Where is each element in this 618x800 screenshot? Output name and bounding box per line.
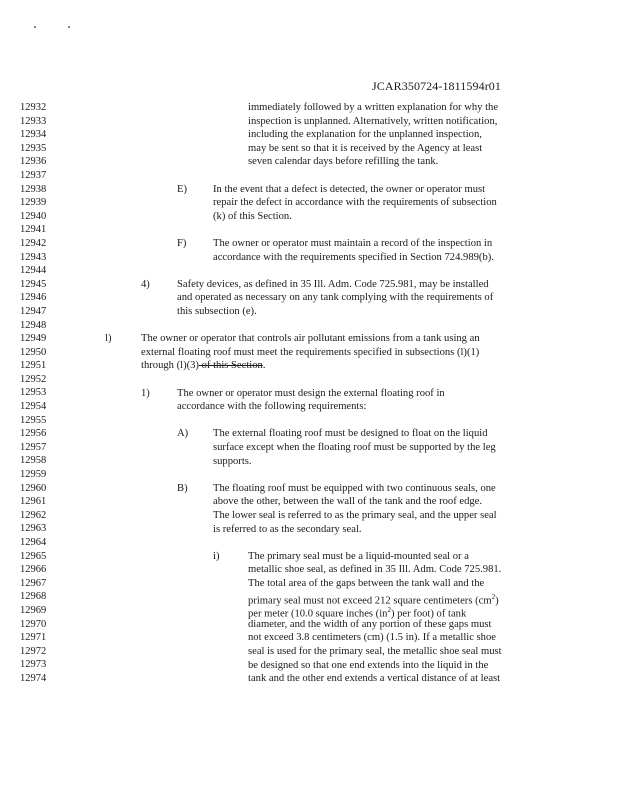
text-line: may be sent so that it is received by the Agency at least: [248, 142, 483, 154]
text-line: be designed so that one end extends into the liquid in the: [248, 659, 489, 671]
text-run: per meter (10.0 square inches (in: [248, 608, 388, 620]
text-run: ) per foot) of tank: [390, 608, 467, 620]
text-line: The owner or operator must design the external floating roof in: [177, 387, 445, 399]
line-number: 12941: [20, 224, 47, 236]
text-line: The owner or operator must maintain a record of the inspection in: [213, 238, 493, 249]
line-number: 12945: [20, 278, 47, 290]
text-line: not exceed 3.8 centimeters (cm) (1.5 in). If a metallic shoe: [248, 632, 496, 644]
line-number: 12938: [20, 183, 47, 195]
line-number: 12935: [20, 142, 47, 154]
line-number: 12940: [20, 210, 47, 222]
scan-mark: [34, 26, 36, 28]
scan-mark: [68, 26, 70, 28]
text-line: The owner or operator that controls air pollutant emissions from a tank using an: [141, 333, 480, 345]
struck-text: of this Section: [198, 360, 263, 372]
line-number: 12939: [20, 197, 47, 209]
text-line: The floating roof must be equipped with two continuous seals, one: [213, 482, 496, 494]
text-run: ): [495, 595, 499, 607]
line-number: 12933: [20, 115, 47, 127]
line-number: 12951: [20, 360, 47, 372]
line-number: 12947: [20, 305, 47, 317]
line-number: 12934: [20, 129, 47, 141]
line-number: 12967: [20, 577, 47, 589]
text-line: metallic shoe seal, as defined in 35 Ill. Adm. Code 725.981.: [248, 564, 502, 576]
line-number: 12963: [20, 523, 47, 535]
line-number: 12958: [20, 455, 47, 467]
text-run: through (l)(3): [141, 360, 199, 372]
line-number: 12950: [20, 346, 47, 358]
line-number: 12970: [20, 618, 47, 630]
text-run: .: [262, 360, 266, 372]
text-line: diameter, and the width of any portion of these gaps must: [248, 618, 492, 630]
line-number: 12953: [20, 387, 47, 399]
text-line: accordance with the following requirements:: [177, 401, 367, 413]
line-number: 12969: [20, 604, 47, 616]
text-line: is referred to as the secondary seal.: [213, 523, 362, 535]
subsection-label: A): [177, 428, 189, 440]
line-number: 12962: [20, 509, 47, 521]
text-line: including the explanation for the unplanned inspection,: [248, 129, 482, 141]
text-line: accordance with the requirements specified in Section 724.989(b).: [213, 251, 494, 263]
line-numbers: [20, 101, 46, 686]
text-line: seal is used for the primary seal, the metallic shoe seal must: [248, 646, 502, 657]
text-line: repair the defect in accordance with the requirements of subsection: [213, 197, 497, 209]
line-number: 12943: [20, 251, 47, 263]
text-line: [141, 359, 265, 373]
subsection-label: 4): [141, 278, 150, 290]
text-line: seven calendar days before refilling the tank.: [248, 156, 439, 168]
document-id: JCAR350724-1811594r01: [372, 79, 501, 93]
text-line: external floating roof must meet the requirements specified in subsections (l)(1): [141, 346, 480, 358]
subsection-label: i): [213, 550, 220, 562]
line-number: 12955: [20, 414, 47, 426]
line-number: 12937: [20, 169, 47, 181]
superscript: 2: [491, 592, 496, 601]
text-line: Safety devices, as defined in 35 Ill. Adm. Code 725.981, may be installed: [177, 278, 489, 290]
text-line: In the event that a defect is detected, the owner or operator must: [213, 183, 486, 195]
text-line: supports.: [213, 455, 252, 467]
line-number: 12968: [20, 591, 47, 603]
line-number: 12973: [20, 659, 47, 671]
line-number: 12949: [20, 333, 47, 345]
line-number: 12956: [20, 428, 47, 440]
text-line: this subsection (e).: [177, 306, 257, 317]
line-number: 12965: [20, 550, 47, 562]
line-number: 12974: [20, 672, 47, 684]
line-number: 12957: [20, 441, 47, 453]
line-number: 12946: [20, 292, 47, 304]
text-line: immediately followed by a written explanation for why the: [248, 102, 499, 113]
line-number: 12932: [20, 102, 47, 113]
text-line: The external floating roof must be designed to float on the liquid: [213, 428, 488, 440]
text-run: primary seal must not exceed 212 square centimeters (cm: [248, 595, 492, 607]
text-line: surface except when the floating roof must be supported by the leg: [213, 442, 496, 453]
line-number: 12961: [20, 496, 47, 508]
line-number: 12936: [20, 156, 47, 168]
text-line: The total area of the gaps between the tank wall and the: [248, 578, 485, 589]
line-number: 12966: [20, 564, 47, 576]
text-line: (k) of this Section.: [213, 210, 292, 222]
line-number: 12942: [20, 237, 47, 249]
subsection-label: E): [177, 183, 187, 195]
subsection-label: F): [177, 238, 187, 249]
line-number: 12960: [20, 482, 47, 494]
line-number: 12948: [20, 319, 47, 331]
text-line: and operated as necessary on any tank complying with the requirements of: [177, 292, 494, 304]
superscript: 2: [387, 606, 391, 615]
text-line: inspection is unplanned. Alternatively, written notification,: [248, 115, 498, 127]
text-line: The lower seal is referred to as the primary seal, and the upper seal: [213, 510, 497, 521]
line-number: 12972: [20, 645, 47, 657]
subsection-label: l): [105, 333, 112, 345]
line-number: 12964: [20, 537, 47, 548]
line-number: 12954: [20, 401, 47, 413]
subsection-label: B): [177, 482, 188, 494]
line-number: 12971: [20, 632, 47, 644]
line-number: 12952: [20, 373, 47, 385]
text-line: The primary seal must be a liquid-mounted seal or a: [248, 550, 469, 562]
text-line: above the other, between the wall of the tank and the roof edge.: [213, 496, 483, 508]
text-line: tank and the other end extends a vertical distance of at least: [248, 673, 501, 685]
subsection-label: 1): [141, 387, 150, 399]
line-number: 12944: [20, 265, 47, 277]
line-number: 12959: [20, 469, 47, 481]
